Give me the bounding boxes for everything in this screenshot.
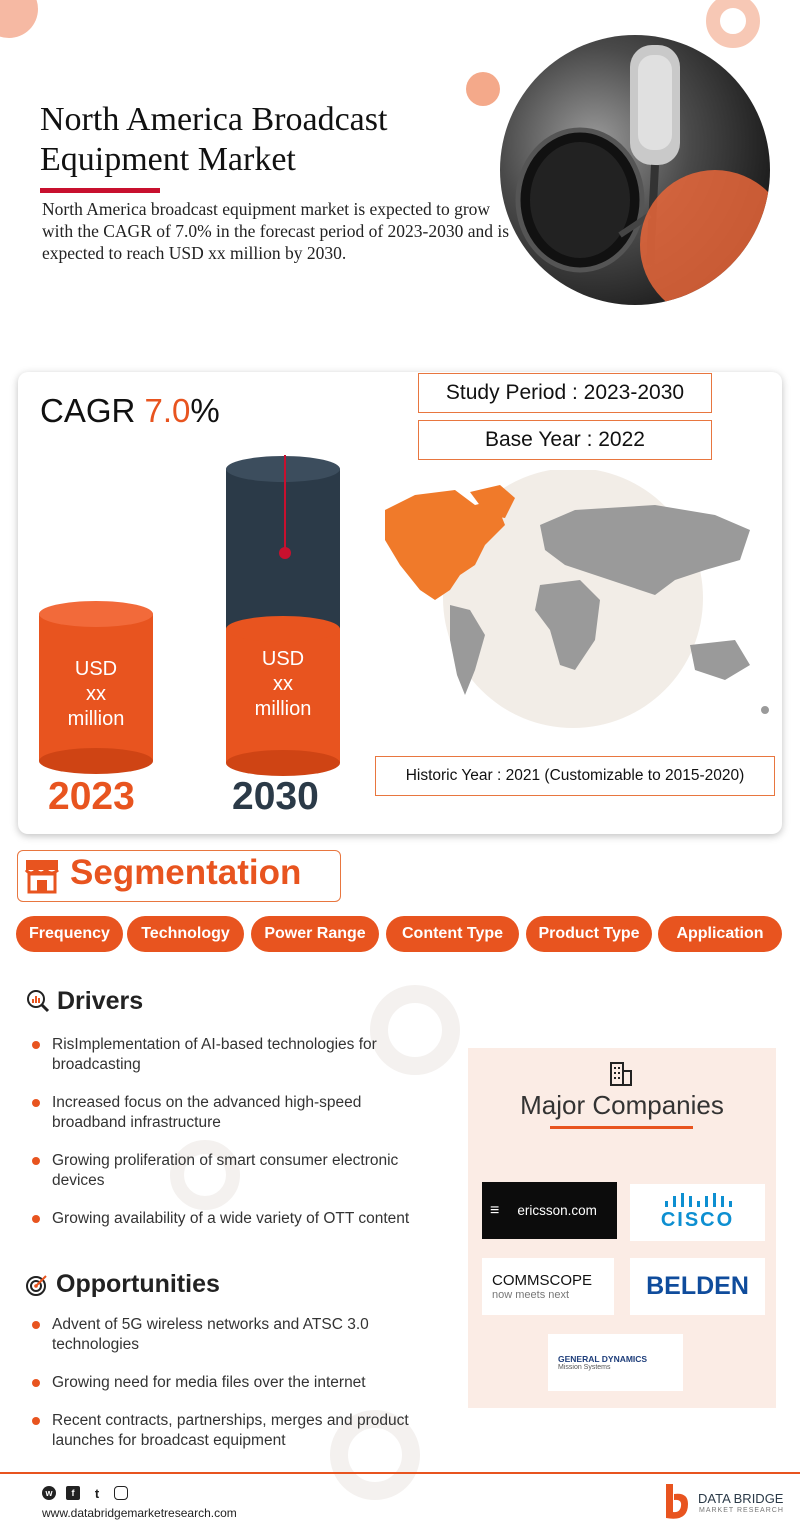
brand-name: DATA BRIDGE [698,1491,784,1506]
opportunity-item: Advent of 5G wireless networks and ATSC 3.0 technologies [52,1315,432,1355]
brand-logo-icon [660,1482,692,1522]
building-icon [609,1061,633,1087]
brand-subname: MARKET RESEARCH [699,1507,784,1514]
logo-general-dynamics [548,1334,683,1391]
segment-technology[interactable]: Technology [127,916,244,952]
instagram-icon[interactable] [114,1486,128,1500]
gd-text: GENERAL DYNAMICS [558,1354,648,1364]
opportunity-item: Recent contracts, partnerships, merges and product launches for broadcast equipment [52,1411,432,1451]
logo-ericsson [482,1182,617,1239]
bar-2030 [225,455,341,777]
segment-product-type[interactable]: Product Type [526,916,652,952]
historic-year-box [375,756,775,796]
segmentation-title: Segmentation [70,853,302,892]
cagr-label: CAGR 7.0% [40,392,220,429]
segment-content-type[interactable]: Content Type [386,916,519,952]
companies-underline [550,1126,693,1129]
commscope-text: COMMSCOPE [492,1272,593,1289]
opportunity-item: Growing need for media files over the internet [52,1373,432,1393]
bar-2030-label: USD xx million [254,648,312,720]
year-2030: 2030 [232,775,319,818]
website-link[interactable]: www.databridgemarketresearch.com [42,1506,237,1520]
page-title: North America Broadcast Equipment Market [40,101,388,178]
historic-year-text: Historic Year : 2021 (Customizable to 2015-2020) [405,767,745,784]
logo-cisco [630,1184,765,1241]
twitter-icon[interactable]: t [90,1486,104,1500]
base-year-text: Base Year : 2022 [485,428,645,451]
footer-divider [0,1472,800,1474]
drivers-title: Drivers [57,987,144,1015]
driver-item: Growing availability of a wide variety of OTT content [52,1209,432,1229]
bar-2023-label: USD xx million [67,658,125,730]
magnifier-chart-icon [26,989,50,1013]
segment-application[interactable]: Application [658,916,782,952]
segment-power-range[interactable]: Power Range [251,916,379,952]
whatsapp-icon[interactable]: w [42,1486,56,1500]
title-underline [40,188,160,193]
microphone-icon [500,35,770,305]
study-period-box [418,373,712,413]
belden-text: BELDEN [646,1272,749,1300]
facebook-icon[interactable]: f [66,1486,80,1500]
ericsson-mark-icon: ≡ [490,1201,500,1219]
logo-belden [630,1258,765,1315]
study-period-text: Study Period : 2023-2030 [445,381,685,404]
cisco-bars-icon [663,1193,733,1209]
microphone-photo [500,35,770,305]
segment-frequency[interactable]: Frequency [16,916,123,952]
cisco-text: CISCO [660,1209,735,1231]
target-icon [25,1273,49,1297]
world-map [355,470,780,735]
base-year-box [418,420,712,460]
store-icon [22,856,62,896]
cagr-value: 7.0 [144,392,191,429]
ericsson-text: ericsson.com [517,1203,597,1218]
intro-text: North America broadcast equipment market is expected to grow with the CAGR of 7.0% in the forecast period of 2023-2030 and is expected to reach USD xx million by 2030. [42,199,510,263]
decor-circle [0,0,38,38]
driver-item: RisImplementation of AI-based technologies for broadcasting [52,1035,432,1075]
driver-item: Growing proliferation of smart consumer electronic devices [52,1151,432,1191]
logo-commscope [482,1258,614,1315]
year-2023: 2023 [48,775,135,818]
driver-item: Increased focus on the advanced high-speed broadband infrastructure [52,1093,432,1133]
decor-ring [706,0,760,48]
commscope-tagline: now meets next [492,1289,570,1301]
gd-subtext: Mission Systems [558,1364,611,1371]
opportunities-title: Opportunities [56,1270,220,1298]
companies-title: Major Companies [520,1090,724,1120]
